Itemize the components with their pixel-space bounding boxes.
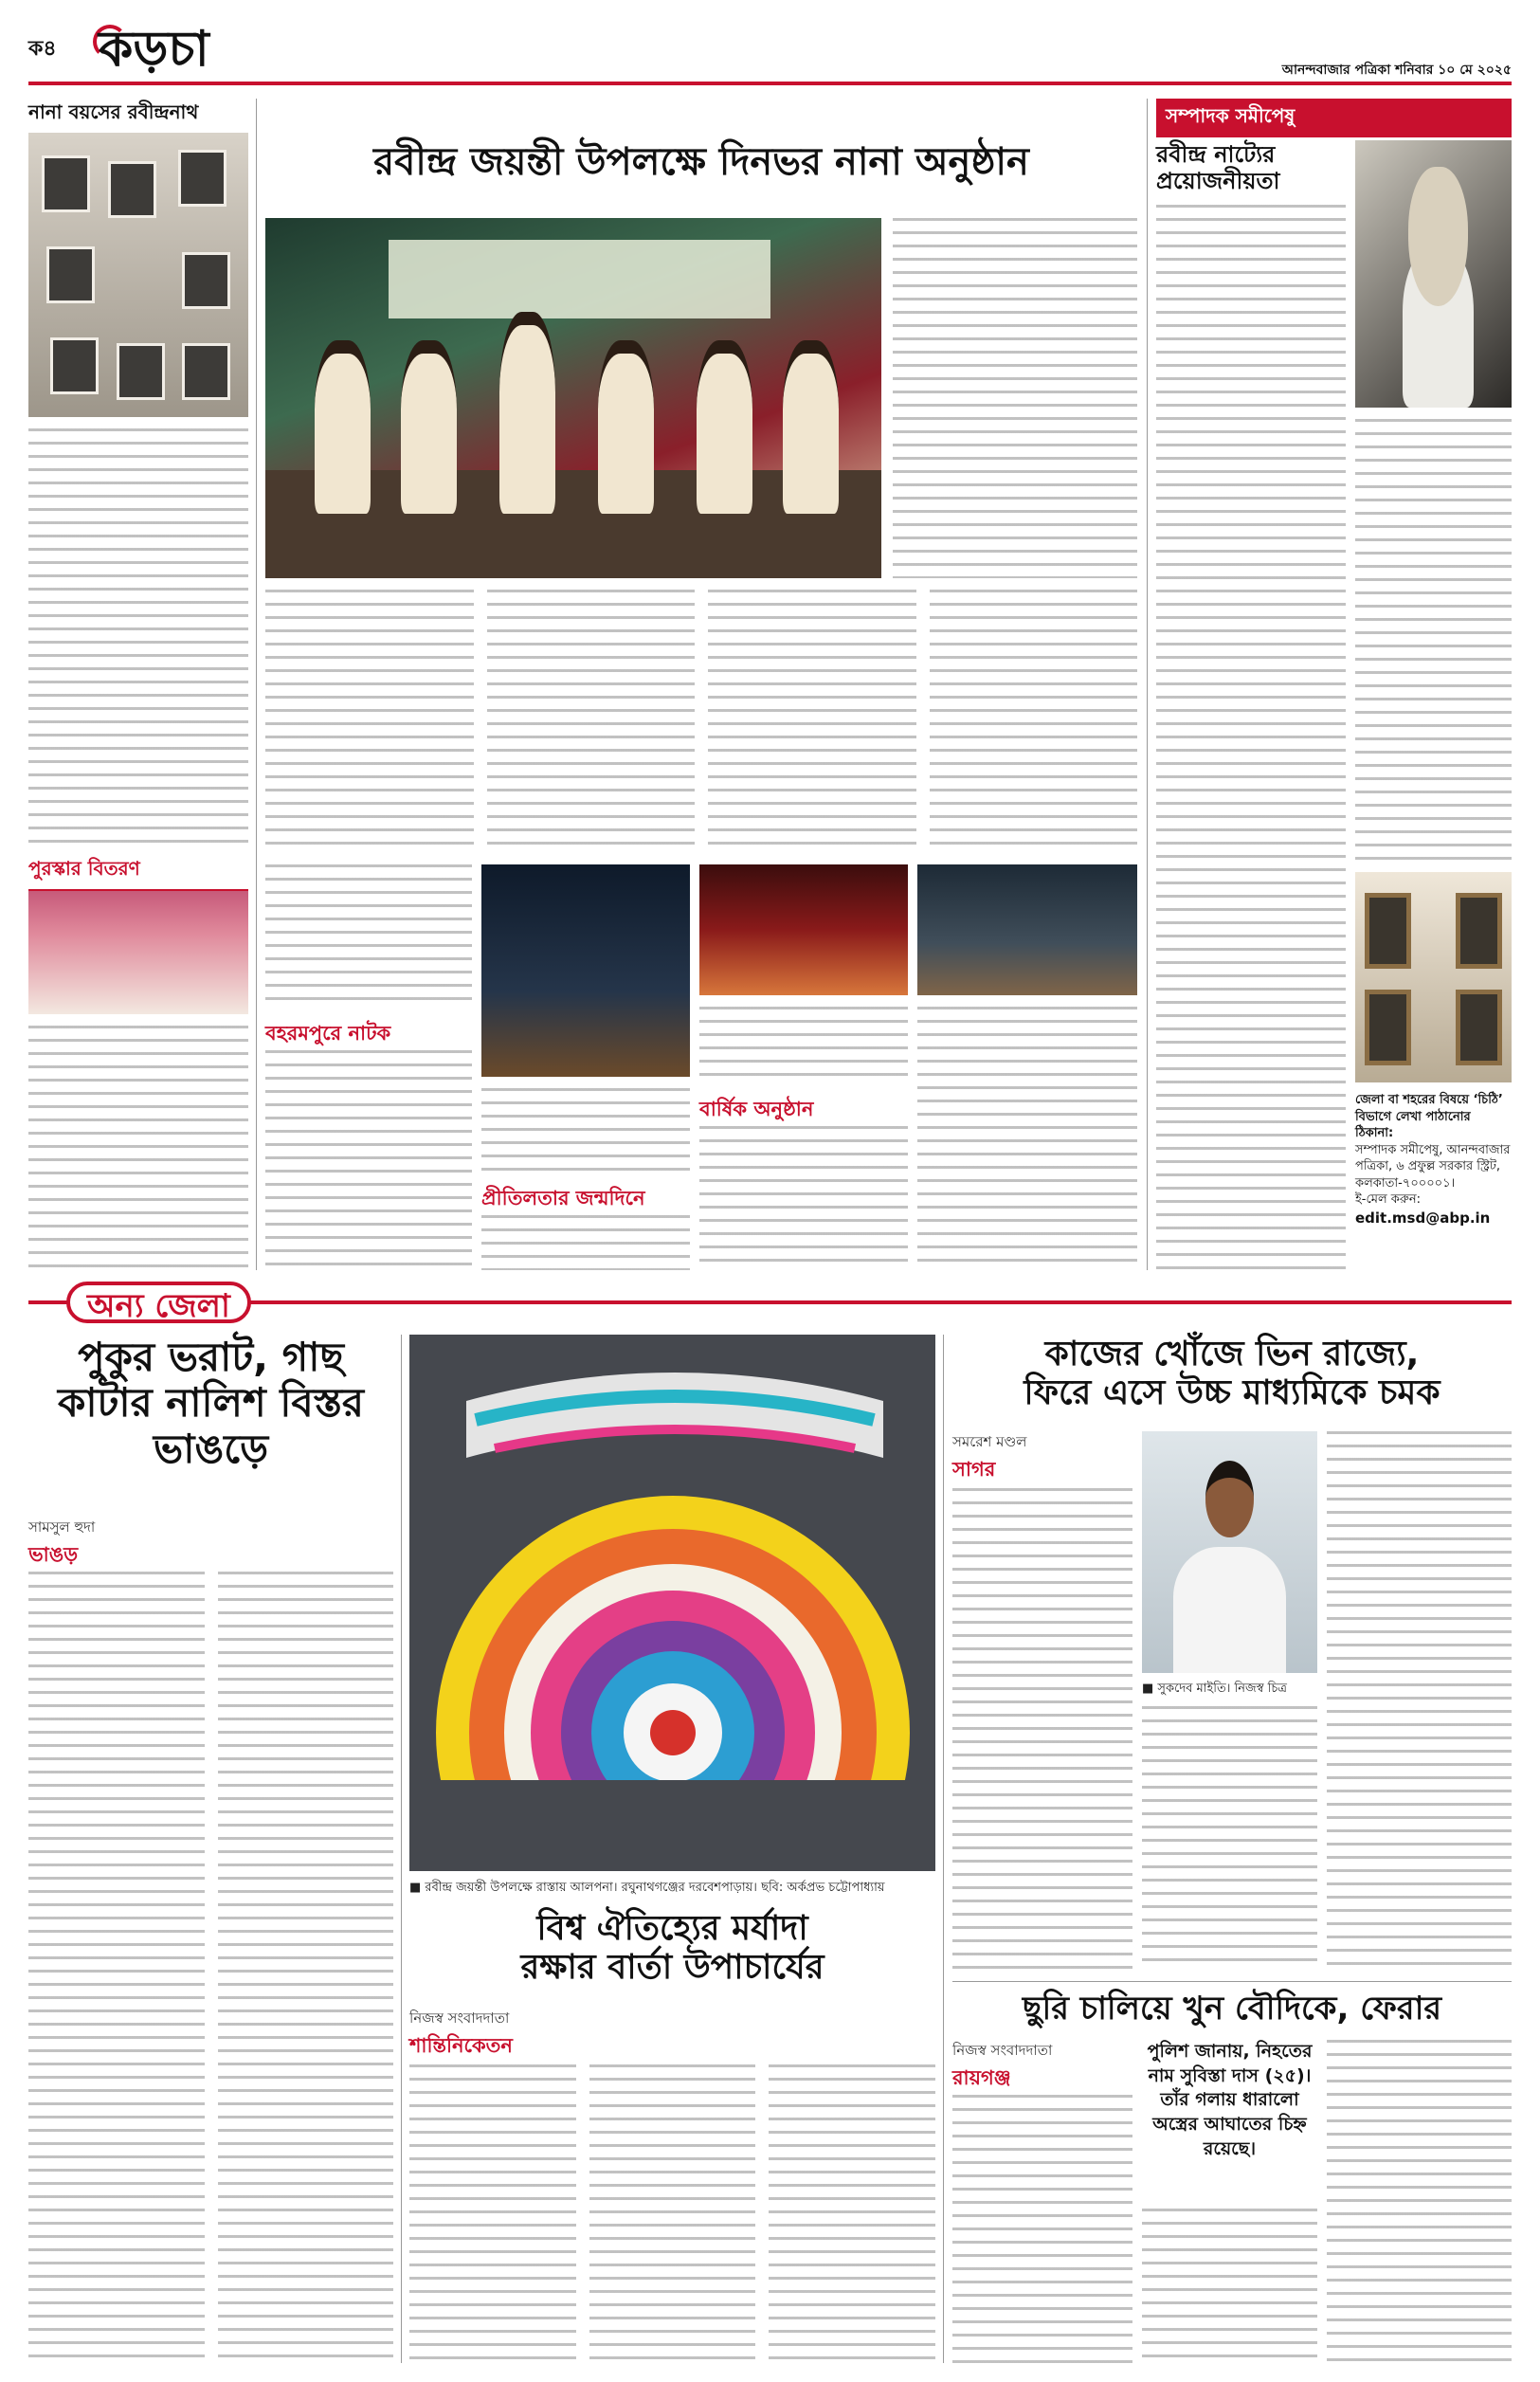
letters-body-right [1355,419,1512,863]
heritage-headline-line1: বিশ্ব ঐতিহ্যের মর্যাদা [536,1909,808,1948]
play-body-2 [481,1088,690,1173]
annual-headline: বার্ষিক অনুষ্ঠান [699,1098,814,1120]
play-photo [481,864,690,1077]
exam-byline: সমরেশ মণ্ডল [952,1433,1027,1450]
letters-box-email[interactable]: edit.msd@abp.in [1355,1209,1491,1227]
exam-dateline: সাগর [952,1458,996,1481]
murder-pull-quote: পুলিশ জানায়, নিহতের নাম সুবিস্তা দাস (২৫)। তাঁর গলায় ধারালো অস্ত্রের আঘাতের চিহ্ন রয়েছে। [1147,2041,1313,2159]
mid-body-3 [699,1007,908,1082]
murder-byline: নিজস্ব সংবাদদাতা [952,2042,1053,2059]
murder-body-2 [1142,2209,1317,2363]
letters-address-box [1355,1092,1512,1227]
letters-box-address: সম্পাদক সমীপেষু, আনন্দবাজার পত্রিকা, ৬ প্রফুল্ল সরকার স্ট্রিট, কলকাতা-৭০০০০১। [1355,1142,1511,1191]
letters-box-title: জেলা বা শহরের বিষয়ে ‘চিঠি’ বিভাগে লেখা পাঠানোর ঠিকানা: [1355,1093,1503,1141]
masthead [28,19,1512,87]
masthead-rule [28,82,1512,85]
district-label: অন্য জেলা [66,1282,251,1323]
heritage-byline: নিজস্ব সংবাদদাতা [409,2009,510,2027]
exam-body-3 [1327,1431,1512,1972]
lead-body [265,590,1137,850]
lead-body-right [893,218,1137,578]
heritage-dateline: শান্তিনিকেতন [409,2034,513,2057]
ages-body [28,428,248,846]
letters-headline: রবীন্দ্র নাট্যের প্রয়োজনীয়তা [1156,141,1280,194]
page-number: ক৪ [28,36,57,61]
birth-body [481,1215,690,1270]
kicker-letters: সম্পাদক সমীপেষু [1156,99,1512,137]
exam-body-1 [952,1488,1132,1972]
lead-stage-photo [265,218,881,578]
exam-headline [952,1335,1512,1413]
mid-body-1 [265,864,472,1007]
kicker-ages: নানা বয়সের রবীন্দ্রনাথ [28,99,248,136]
lead-headline: রবীন্দ্র জয়ন্তী উপলক্ষে দিনভর নানা অনুষ্ঠান [373,140,1029,184]
rangoli-artwork [409,1335,935,1871]
murder-body-1 [952,2095,1132,2363]
pond-headline: পুকুর ভরাট, গাছ কাটার নালিশ বিস্তর ভাঙড়ে [57,1334,365,1472]
student-caption: ■ সুকদেব মাইতি। নিজস্ব চিত্র [1142,1682,1287,1696]
awards-photo [28,891,248,1014]
exam-headline-line1: কাজের খোঁজে ভিন রাজ্যে, [1044,1335,1420,1373]
rangoli-photo [409,1335,935,1871]
kicker-awards: পুরস্কার বিতরণ [28,855,248,892]
birth-headline: প্রীতিলতার জন্মদিনে [481,1187,645,1209]
gallery-photo [1355,872,1512,1082]
murder-dateline: রায়গঞ্জ [952,2066,1011,2089]
letters-box-email-label: ই-মেল করুন: [1355,1192,1421,1208]
play-headline: বহরমপুরে নাটক [265,1022,391,1045]
birthday-photo [699,864,908,995]
annual-photo [917,864,1137,995]
annual-body [699,1126,908,1270]
letters-body-left [1156,205,1346,1270]
tagore-portrait [1355,140,1512,408]
pond-byline: সামসুল হুদা [28,1518,96,1536]
awards-body [28,1026,248,1268]
heritage-headline [409,1909,935,1988]
rangoli-caption: ■ রবীন্দ্র জয়ন্তী উপলক্ষে রাস্তায় আলপনা। রঘুনাথগঞ্জের দরবেশপাড়ায়। ছবি: অর্কপ্রভ চট্টোপাধ্যায় [409,1881,885,1895]
heritage-headline-line2: রক্ষার বার্তা উপাচার্যের [520,1948,824,1988]
artist-photo [28,133,248,417]
murder-body-3 [1327,2040,1512,2363]
heritage-body [409,2064,935,2363]
section-logo: কড়চা [99,20,209,78]
student-photo [1142,1431,1317,1673]
exam-headline-line2: ফিরে এসে উচ্চ মাধ্যমিকে চমক [1024,1373,1440,1413]
paper-date: আনন্দবাজার পত্রিকা শনিবার ১০ মে ২০২৫ [1281,63,1512,78]
mid-body-4 [917,1007,1137,1270]
pond-body [28,1572,393,2363]
exam-body-2 [1142,1706,1317,1972]
pond-dateline: ভাঙড় [28,1543,79,1566]
play-body [265,1050,472,1270]
murder-headline: ছুরি চালিয়ে খুন বৌদিকে, ফেরার [1022,1990,1442,2027]
district-band [28,1282,1512,1323]
